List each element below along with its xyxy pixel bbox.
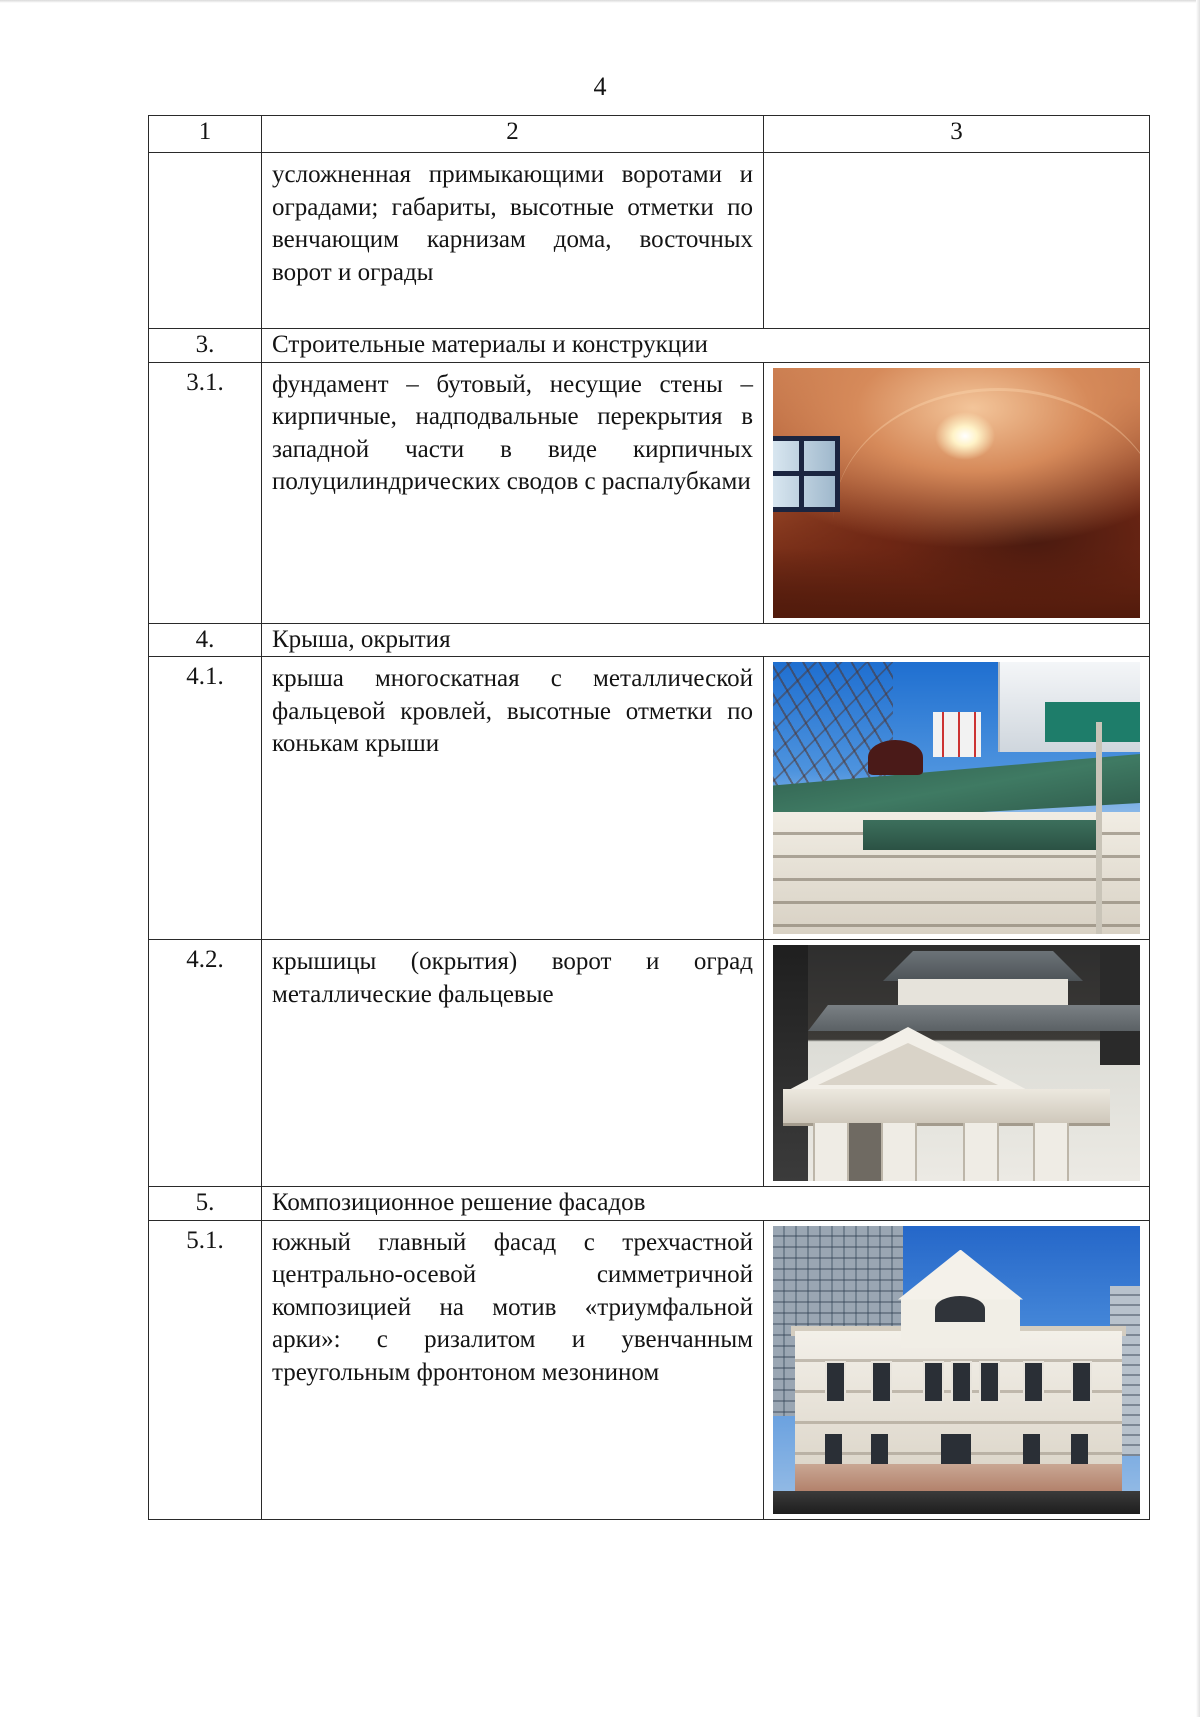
table-row xyxy=(149,657,1150,940)
item-photo-cell xyxy=(764,940,1150,1187)
table-row xyxy=(149,153,1150,329)
table-row xyxy=(149,362,1150,623)
section-row xyxy=(149,329,1150,363)
scan-edge xyxy=(1196,0,1200,1717)
table-row xyxy=(149,940,1150,1187)
item-description: крыша многоскатная с металлической фальцевой кровлей, высотные отметки по конькам крыши xyxy=(262,657,764,940)
item-number-cell xyxy=(149,153,262,329)
section-row xyxy=(149,1187,1150,1221)
page-number: 4 xyxy=(593,72,607,101)
column-header-photo: 3 xyxy=(764,116,1150,153)
item-photo-cell xyxy=(764,153,1150,329)
vaulted-basement-photo xyxy=(773,368,1140,618)
item-number: 5.1. xyxy=(149,1220,262,1519)
item-description: усложненная примыкающими воротами и оградами; габариты, высотные отметки по венчающим карнизам дома, восточных ворот и ограды xyxy=(262,153,764,329)
subject-protection-table xyxy=(148,115,1150,1520)
section-title: Крыша, окрытия xyxy=(262,623,1150,657)
section-title: Композиционное решение фасадов xyxy=(262,1187,1150,1221)
column-header-description: 2 xyxy=(262,116,764,153)
south-facade-photo xyxy=(773,1226,1140,1514)
section-row xyxy=(149,623,1150,657)
item-photo-cell xyxy=(764,1220,1150,1519)
section-number: 5. xyxy=(149,1187,262,1221)
roof-photo xyxy=(773,662,1140,934)
item-number: 4.1. xyxy=(149,657,262,940)
item-photo-cell xyxy=(764,657,1150,940)
section-number: 4. xyxy=(149,623,262,657)
item-photo-cell xyxy=(764,362,1150,623)
scan-edge xyxy=(0,0,1200,3)
item-description: южный главный фасад с трехчастной центрально-осевой симметричной композицией на мотив «триумфальной арки»: с ризалитом и увенчанным треугольным фронтоном мезонином xyxy=(262,1220,764,1519)
item-description: крышицы (окрытия) ворот и оград металлические фальцевые xyxy=(262,940,764,1187)
table-header-row xyxy=(149,116,1150,153)
section-number: 3. xyxy=(149,329,262,363)
item-description: фундамент – бутовый, несущие стены – кирпичные, надподвальные перекрытия в западной части в виде кирпичных полуцилиндрических сводов с распалубками xyxy=(262,362,764,623)
item-number: 3.1. xyxy=(149,362,262,623)
section-title: Строительные материалы и конструкции xyxy=(262,329,1150,363)
item-number: 4.2. xyxy=(149,940,262,1187)
gate-roof-photo xyxy=(773,945,1140,1181)
window xyxy=(773,436,840,512)
column-header-number: 1 xyxy=(149,116,262,153)
table-row xyxy=(149,1220,1150,1519)
